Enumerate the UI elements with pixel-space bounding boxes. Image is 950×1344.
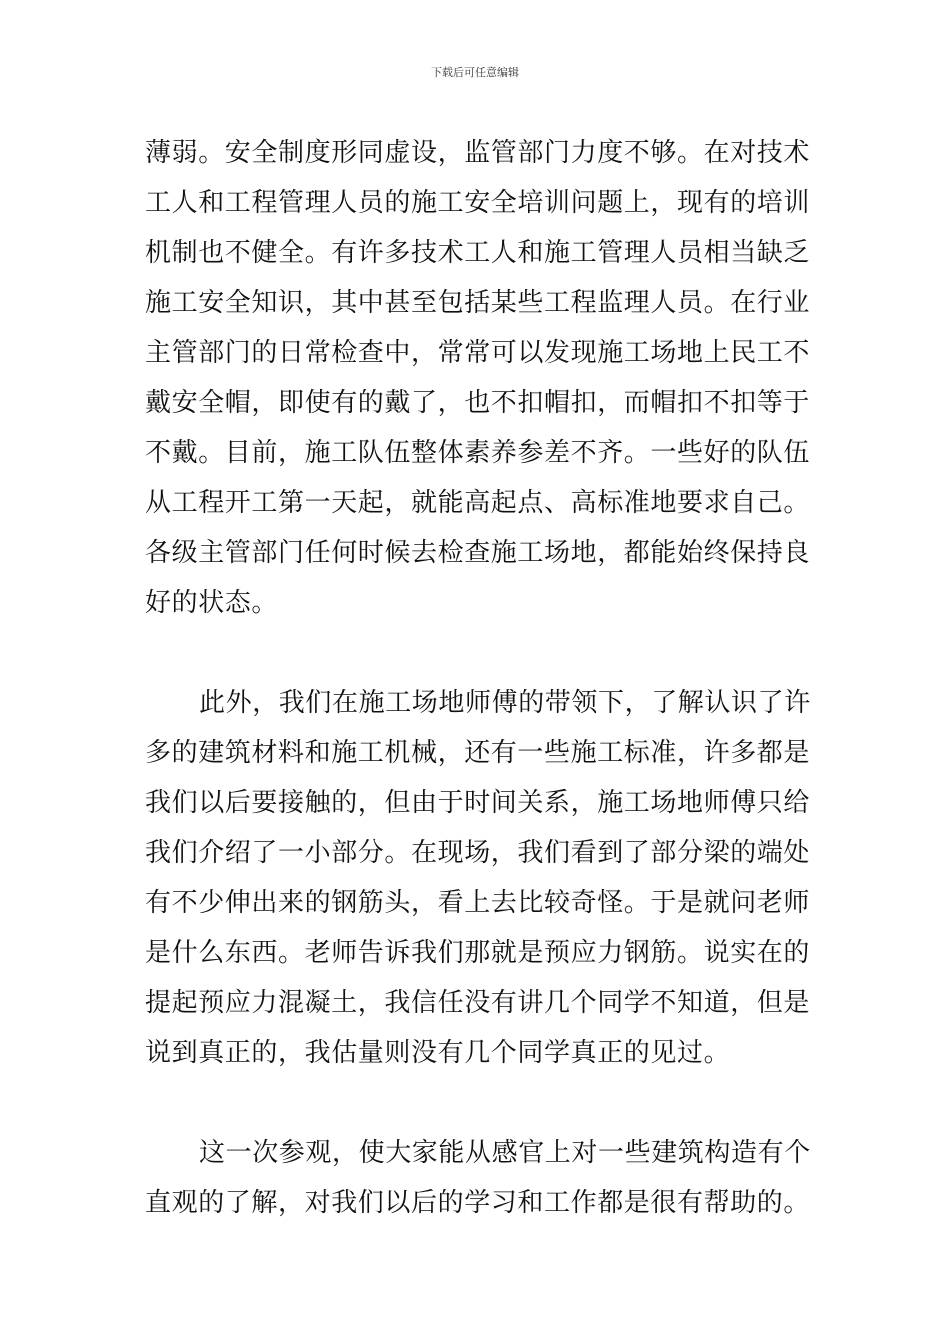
text-line: 说到真正的，我估量则没有几个同学真正的见过。 [145,1038,731,1068]
text-line: 有不少伸出来的钢筋头，看上去比较奇怪。于是就问老师 [145,888,811,918]
text-line: 好的状态。 [145,588,279,618]
text-line: 主管部门的日常检查中，常常可以发现施工场地上民工不 [145,338,811,368]
paragraph-3 [145,1128,810,1228]
text-line: 提起预应力混凝土，我信任没有讲几个同学不知道，但是 [145,988,811,1018]
document-body [145,128,810,1228]
text-line: 从工程开工第一天起，就能高起点、高标准地要求自己。 [145,488,811,518]
text-line: 多的建筑材料和施工机械，还有一些施工标准，许多都是 [145,738,811,768]
text-line: 施工安全知识，其中甚至包括某些工程监理人员。在行业 [145,288,811,318]
paragraph-2 [145,678,810,1078]
paragraph-gap [145,1078,810,1128]
text-line: 工人和工程管理人员的施工安全培训问题上，现有的培训 [145,188,811,218]
text-line: 我们以后要接触的，但由于时间关系，施工场地师傅只给 [145,788,811,818]
text-line: 是什么东西。老师告诉我们那就是预应力钢筋。说实在的 [145,938,811,968]
text-line: 不戴。目前，施工队伍整体素养参差不齐。一些好的队伍 [145,438,811,468]
text-line: 各级主管部门任何时候去检查施工场地，都能始终保持良 [145,538,811,568]
paragraph-1 [145,128,810,628]
page-header: 下载后可任意编辑 [431,66,519,79]
text-line: 这一次参观，使大家能从感官上对一些建筑构造有个 [199,1138,811,1168]
text-line: 我们介绍了一小部分。在现场，我们看到了部分梁的端处 [145,838,811,868]
text-line: 直观的了解，对我们以后的学习和工作都是很有帮助的。 [145,1188,811,1218]
text-line: 薄弱。安全制度形同虚设，监管部门力度不够。在对技术 [145,138,811,168]
text-line: 戴安全帽，即使有的戴了，也不扣帽扣，而帽扣不扣等于 [145,388,811,418]
paragraph-gap [145,628,810,678]
text-line: 此外，我们在施工场地师傅的带领下，了解认识了许 [199,688,811,718]
text-line: 机制也不健全。有许多技术工人和施工管理人员相当缺乏 [145,238,811,268]
